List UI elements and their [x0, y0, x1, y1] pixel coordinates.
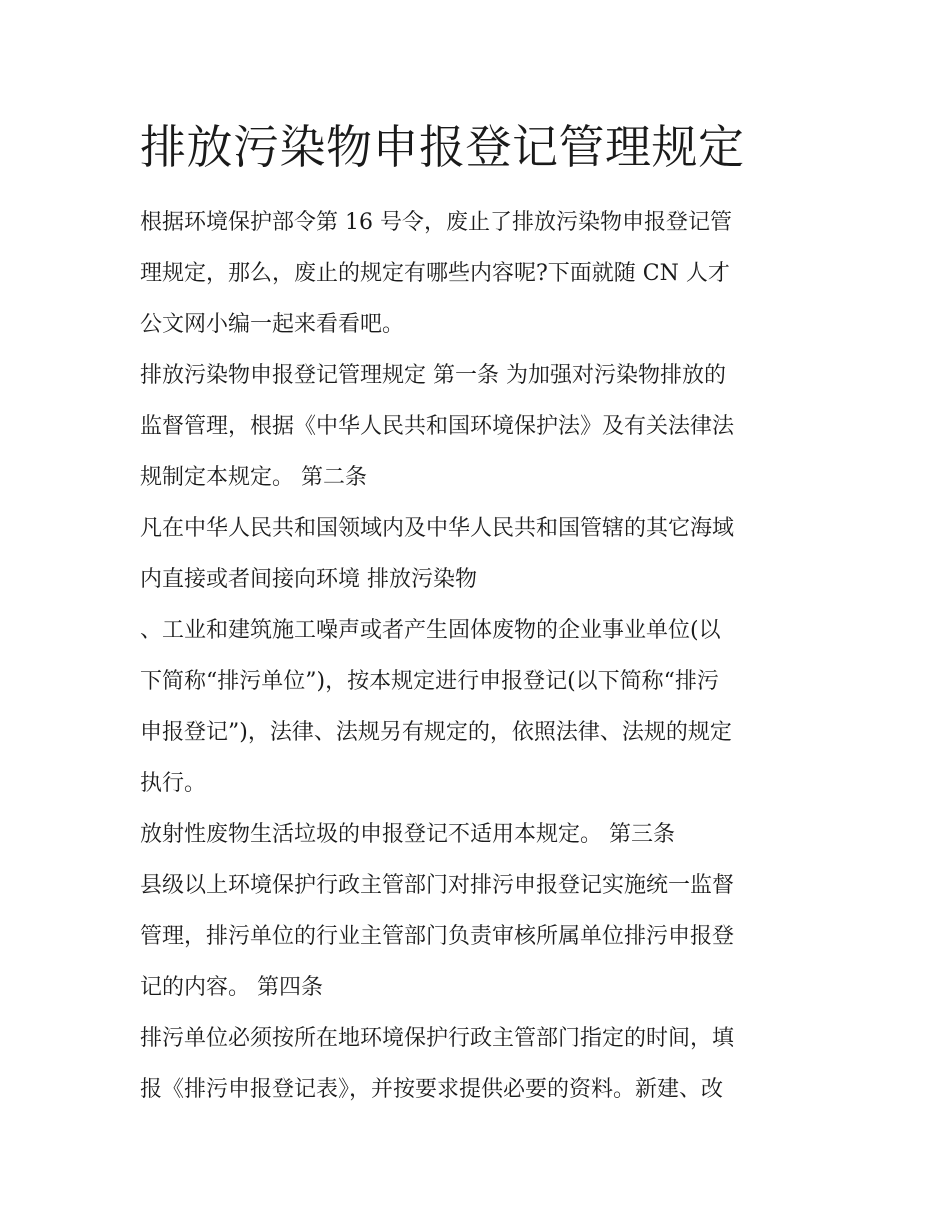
document-body: [140, 197, 820, 1115]
body-line: 根据环境保护部令第 16 号令，废止了排放污染物申报登记管: [140, 210, 732, 235]
body-line: 县级以上环境保护行政主管部门对排污申报登记实施统一监督: [140, 873, 735, 898]
body-line: 监督管理，根据《中华人民共和国环境保护法》及有关法律法: [140, 414, 735, 439]
body-line: 公文网小编一起来看看吧。: [140, 312, 405, 337]
body-line: 管理，排污单位的行业主管部门负责审核所属单位排污申报登: [140, 924, 735, 949]
body-line: 排放污染物申报登记管理规定 第一条 为加强对污染物排放的: [140, 363, 726, 388]
document-title: 排放污染物申报登记管理规定: [140, 120, 745, 174]
body-line: 凡在中华人民共和国领域内及中华人民共和国管辖的其它海域: [140, 516, 735, 541]
body-line: 内直接或者间接向环境 排放污染物: [140, 567, 477, 592]
body-line: 排污单位必须按所在地环境保护行政主管部门指定的时间，填: [140, 1026, 735, 1051]
body-line: 申报登记”)，法律、法规另有规定的，依照法律、法规的规定: [140, 720, 732, 745]
body-line: 记的内容。 第四条: [140, 975, 323, 1000]
body-line: 理规定，那么，废止的规定有哪些内容呢?下面就随 CN 人才: [140, 261, 730, 286]
body-line: 报《排污申报登记表》，并按要求提供必要的资料。新建、改: [140, 1077, 724, 1102]
body-line: 、工业和建筑施工噪声或者产生固体废物的企业事业单位(以: [140, 618, 721, 643]
body-line: 规制定本规定。 第二条: [140, 465, 367, 490]
body-line: 放射性废物生活垃圾的申报登记不适用本规定。 第三条: [140, 822, 675, 847]
body-line: 下简称“排污单位”)，按本规定进行申报登记(以下简称“排污: [140, 669, 719, 694]
body-line: 执行。: [140, 771, 207, 796]
